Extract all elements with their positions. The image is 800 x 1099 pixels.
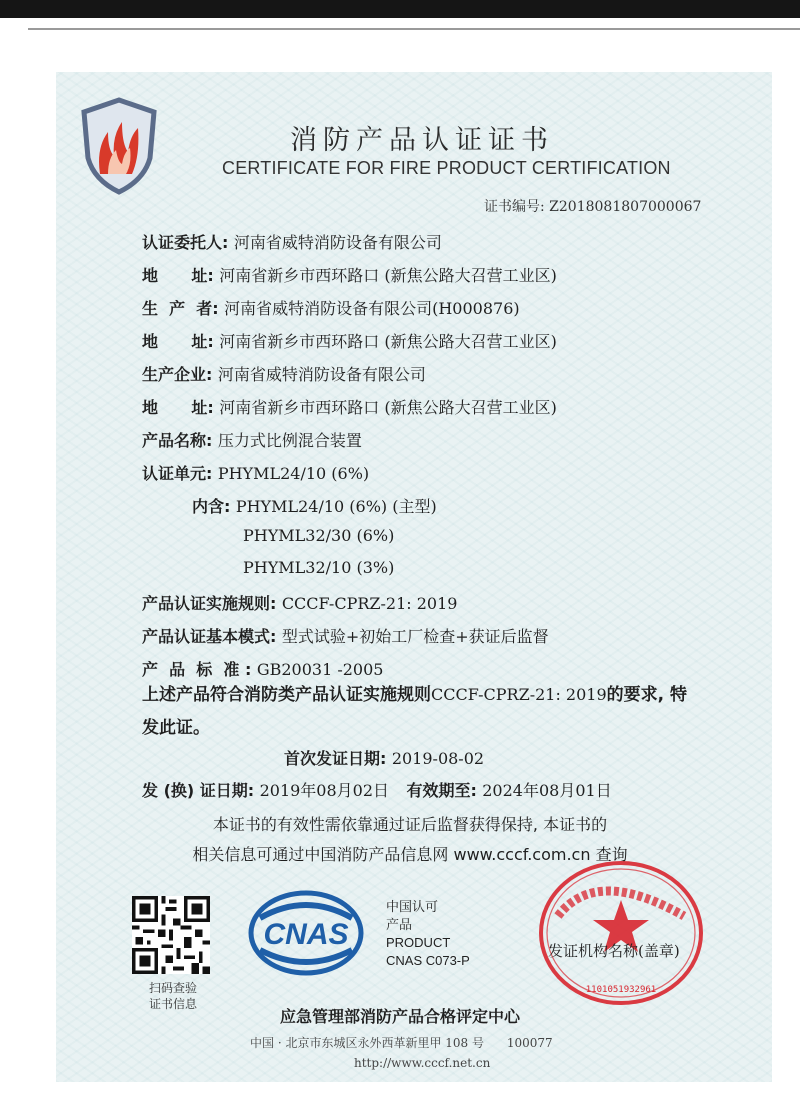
fire-shield-logo-icon [78,96,160,196]
qr-caption [138,980,208,1012]
valid-until-label: 有效期至: [406,781,477,800]
organization-url: http://www.cccf.net.cn [354,1056,491,1070]
standard-value: GB20031 -2005 [256,660,384,679]
producer-row [142,296,520,319]
client-address-value: 河南省新乡市西环路口 (新焦公路大召营工业区) [219,266,557,285]
factory-value: 河南省威特消防设备有限公司 [217,365,426,384]
compliance-statement [142,678,702,745]
producer-value: 河南省威特消防设备有限公司(H000876) [224,299,520,318]
mode-value: 型式试验+初始工厂检查+获证后监督 [281,627,549,646]
product-label: 产品名称: [142,431,213,450]
unit-label: 认证单元: [142,464,213,483]
qr-caption-line-2: 证书信息 [148,997,197,1011]
producer-address-label: 地 址: [142,332,214,351]
validity-notice-line-2: 相关信息可通过中国消防产品信息网 www.cccf.com.cn 查询 [192,845,628,864]
certificate-title-en: CERTIFICATE FOR FIRE PRODUCT CERTIFICATION [222,158,671,178]
issuing-authority-signature: 发证机构名称(盖章) [548,942,680,960]
organization-address: 中国 · 北京市东城区永外西革新里甲 108 号 100077 [250,1036,553,1050]
first-issue-value: 2019-08-02 [391,749,485,768]
includes-row [192,494,437,517]
issue-date-row [142,778,612,801]
client-label: 认证委托人: [142,233,229,252]
rule-row [142,591,457,614]
factory-row [142,362,426,385]
cnas-accreditation-text [386,898,470,970]
valid-until-value: 2024年08月01日 [482,781,612,800]
qr-code-icon[interactable] [132,896,210,974]
factory-address-label: 地 址: [142,398,214,417]
rule-value: CCCF-CPRZ-21: 2019 [281,594,458,613]
cnas-logo-icon [246,890,366,976]
first-issue-row [284,746,484,769]
unit-value: PHYML24/10 (6%) [217,464,370,483]
client-address-label: 地 址: [142,266,214,285]
includes-value-3: PHYML32/10 (3%) [243,558,395,577]
factory-address-value: 河南省新乡市西环路口 (新焦公路大召营工业区) [219,398,557,417]
seal-number: 1101051932961 [585,985,657,995]
official-seal-icon [536,858,706,1008]
product-value: 压力式比例混合装置 [217,431,362,450]
cnas-line-4: CNAS C073-P [386,953,470,968]
standard-row [142,657,383,680]
client-row [142,230,442,253]
client-value: 河南省威特消防设备有限公司 [233,233,442,252]
includes-row-3 [243,558,394,578]
certificate-title-cn: 消防产品认证证书 [290,125,554,156]
cnas-line-2: 产品 [386,917,413,932]
statement-part-1: 上述产品符合消防类产品认证实施规则 [142,685,431,705]
includes-value-1: PHYML24/10 (6%) (主型) [235,497,437,516]
cnas-logo-text: CNAS [263,918,349,951]
scan-top-edge [0,0,800,18]
includes-row-2 [243,526,394,546]
cnas-line-1: 中国认可 [386,899,439,914]
includes-value-2: PHYML32/30 (6%) [243,526,395,545]
includes-label: 内含: [192,497,231,516]
cnas-line-3: PRODUCT [386,935,451,950]
mode-label: 产品认证基本模式: [142,627,277,646]
first-issue-label: 首次发证日期: [284,749,387,768]
standard-label: 产 品 标 准 : [142,660,252,679]
certificate-number-value: Z2018081807000067 [549,199,702,215]
rule-label: 产品认证实施规则: [142,594,277,613]
producer-address-value: 河南省新乡市西环路口 (新焦公路大召营工业区) [219,332,557,351]
statement-rule: CCCF-CPRZ-21: 2019 [431,685,607,704]
factory-address-row [142,395,557,418]
certificate-number-label: 证书编号: [484,199,545,215]
unit-row [142,461,369,484]
certificate-number [484,196,701,216]
statement-part-2: 的要求, 特发此证。 [142,685,688,738]
validity-notice-line-1: 本证书的有效性需依靠通过证后监督获得保持, 本证书的 [212,815,608,834]
issue-date-value: 2019年08月02日 [259,781,390,800]
qr-caption-line-1: 扫码查验 [148,981,197,995]
producer-address-row [142,329,557,352]
product-row [142,428,362,451]
scan-edge-line [28,28,800,30]
producer-label: 生 产 者: [142,299,219,318]
factory-label: 生产企业: [142,365,213,384]
client-address-row [142,263,557,286]
issuing-organization: 应急管理部消防产品合格评定中心 [280,1007,521,1026]
issue-date-label: 发 (换) 证日期: [142,781,255,800]
mode-row [142,624,549,647]
